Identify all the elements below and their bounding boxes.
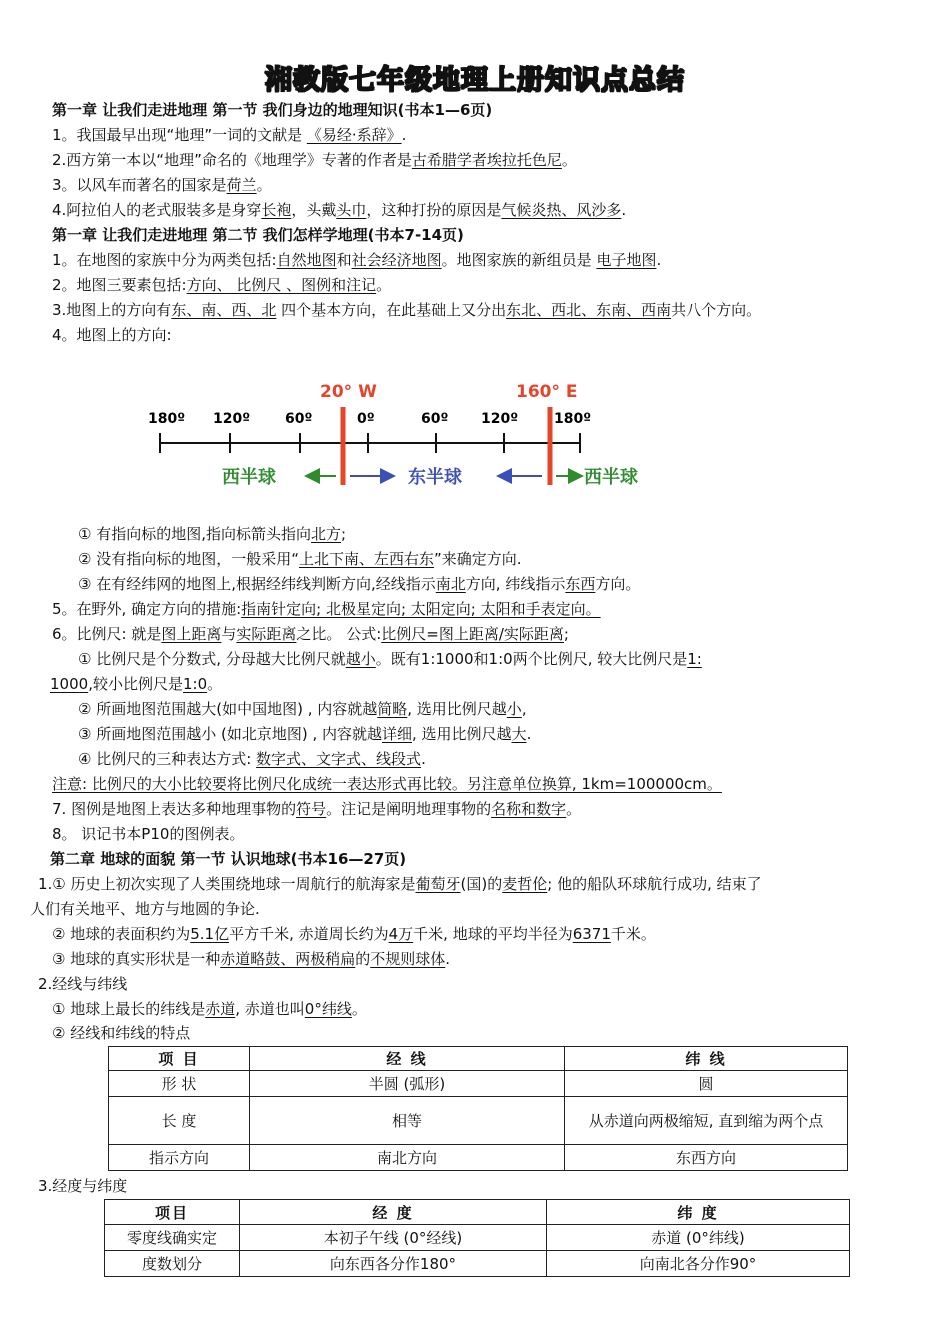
table-row bbox=[105, 1251, 850, 1277]
earth-fact-1-cont: 人们有关地平、地方与地圆的争论. bbox=[30, 900, 260, 918]
degree-heading: 3.经度与纬度 bbox=[38, 1177, 128, 1195]
eastern-hemisphere: 东半球 bbox=[408, 467, 462, 488]
chapter1-section1-heading: 第一章 让我们走进地理 第一节 我们身边的地理知识(书本1—6页) bbox=[52, 101, 493, 119]
item-2-3: 3.地图上的方向有东、南、西、北 四个基本方向，在此基础上又分出东北、西北、东南、西南共八个方向。 bbox=[52, 301, 762, 319]
item-1-1: 1。我国最早出现“地理”一词的文献是 《易经·系辞》. bbox=[52, 126, 407, 144]
scale-rule-3: ③ 所画地图范围越小 (如北京地图) , 内容就越详细, 选用比例尺越大. bbox=[78, 725, 532, 743]
table-header: 项 目 bbox=[109, 1047, 250, 1071]
table-header: 项目 bbox=[105, 1200, 240, 1225]
table-header: 经 线 bbox=[250, 1047, 565, 1071]
table-cell: 长 度 bbox=[109, 1097, 250, 1145]
lines-fact-2: ② 经线和纬线的特点 bbox=[52, 1024, 191, 1042]
direction-rule-3: ③ 在有经纬网的地图上,根据经纬线判断方向,经线指示南北方向, 纬线指示东西方向。 bbox=[78, 575, 641, 593]
table-cell: 从赤道向两极缩短, 直到缩为两个点 bbox=[565, 1097, 848, 1145]
item-2-2: 2。地图三要素包括:方向、 比例尺 、图例和注记。 bbox=[52, 276, 392, 294]
item-2-6: 6。比例尺: 就是图上距离与实际距离之比。 公式:比例尺=图上距离/实际距离; bbox=[52, 625, 569, 643]
hemisphere-diagram bbox=[140, 375, 640, 495]
longitude-latitude-table bbox=[104, 1199, 850, 1277]
label-20w: 20° W bbox=[320, 382, 377, 402]
item-2-5: 5。在野外, 确定方向的措施:指南针定向; 北极星定向; 太阳定向; 太阳和手表定向。 bbox=[52, 600, 601, 618]
chapter2-section1-heading: 第二章 地球的面貌 第一节 认识地球(书本16—27页) bbox=[50, 850, 407, 868]
scale-rule-2: ② 所画地图范围越大(如中国地图) , 内容就越简略, 选用比例尺越小, bbox=[78, 700, 527, 718]
table-cell: 向南北各分作90° bbox=[547, 1251, 850, 1277]
table-cell: 向东西各分作180° bbox=[240, 1251, 547, 1277]
table-header-row bbox=[105, 1200, 850, 1225]
western-hemisphere-right: 西半球 bbox=[584, 467, 638, 488]
tick-label: 60º bbox=[285, 411, 313, 427]
table-row bbox=[109, 1071, 848, 1097]
lines-fact-1: ① 地球上最长的纬线是赤道, 赤道也叫0°纬线。 bbox=[52, 1000, 367, 1018]
table-header: 纬 度 bbox=[547, 1200, 850, 1225]
scale-rule-1-cont: 1000,较小比例尺是1:0。 bbox=[50, 675, 223, 693]
table-cell: 指示方向 bbox=[109, 1145, 250, 1171]
table-cell: 半圆 (弧形) bbox=[250, 1071, 565, 1097]
direction-rule-1: ① 有指向标的地图,指向标箭头指向北方; bbox=[78, 525, 347, 543]
table-cell: 圆 bbox=[565, 1071, 848, 1097]
scale-note: 注意: 比例尺的大小比较要将比例尺化成统一表达形式再比较。另注意单位换算, 1km=100000cm。 bbox=[52, 775, 722, 793]
table-header: 纬 线 bbox=[565, 1047, 848, 1071]
label-160e: 160° E bbox=[516, 382, 578, 402]
table-cell: 赤道 (0°纬线) bbox=[547, 1225, 850, 1251]
western-hemisphere-left: 西半球 bbox=[222, 467, 276, 488]
tick-label: 180º bbox=[148, 411, 186, 427]
table-row bbox=[109, 1097, 848, 1145]
table-header: 经 度 bbox=[240, 1200, 547, 1225]
table-cell: 东西方向 bbox=[565, 1145, 848, 1171]
scale-rule-4: ④ 比例尺的三种表达方式: 数字式、文字式、线段式. bbox=[78, 750, 426, 768]
item-2-1: 1。在地图的家族中分为两类包括:自然地图和社会经济地图。地图家族的新组员是 电子地图. bbox=[52, 251, 662, 269]
table-cell: 本初子午线 (0°经线) bbox=[240, 1225, 547, 1251]
tick-label: 120º bbox=[213, 411, 251, 427]
earth-fact-2: ② 地球的表面积约为5.1亿平方千米, 赤道周长约为4万千米, 地球的平均半径为6371千米。 bbox=[52, 925, 656, 943]
meridian-parallel-table bbox=[108, 1046, 848, 1171]
table-cell: 度数划分 bbox=[105, 1251, 240, 1277]
table-cell: 南北方向 bbox=[250, 1145, 565, 1171]
direction-rule-2: ② 没有指向标的地图，一般采用“上北下南、左西右东”来确定方向. bbox=[78, 550, 522, 568]
lines-heading: 2.经线与纬线 bbox=[38, 975, 128, 993]
document-title: 湘教版七年级地理上册知识点总结 bbox=[265, 65, 685, 96]
earth-fact-1: 1.① 历史上初次实现了人类围绕地球一周航行的航海家是葡萄牙(国)的麦哲伦; 他的船队环球航行成功, 结束了 bbox=[38, 875, 762, 893]
item-1-2: 2.西方第一本以“地理”命名的《地理学》专著的作者是古希腊学者埃拉托色尼。 bbox=[52, 151, 577, 169]
table-header-row bbox=[109, 1047, 848, 1071]
item-2-7: 7. 图例是地图上表达多种地理事物的符号。注记是阐明地理事物的名称和数字。 bbox=[52, 800, 582, 818]
table-row bbox=[109, 1145, 848, 1171]
item-1-3: 3。以风车而著名的国家是荷兰。 bbox=[52, 176, 272, 194]
tick-label: 180º bbox=[554, 411, 592, 427]
tick-label: 0º bbox=[357, 411, 375, 427]
item-1-4: 4.阿拉伯人的老式服装多是身穿长袍，头戴头巾，这种打扮的原因是气候炎热、风沙多. bbox=[52, 201, 627, 219]
table-row bbox=[105, 1225, 850, 1251]
earth-fact-3: ③ 地球的真实形状是一种赤道略鼓、两极稍扁的不规则球体. bbox=[52, 950, 451, 968]
tick-label: 120º bbox=[481, 411, 519, 427]
item-2-8: 8。 识记书本P10的图例表。 bbox=[52, 825, 245, 843]
item-2-4: 4。地图上的方向: bbox=[52, 326, 172, 344]
tick-label: 60º bbox=[421, 411, 449, 427]
table-cell: 相等 bbox=[250, 1097, 565, 1145]
table-cell: 零度线确实定 bbox=[105, 1225, 240, 1251]
scale-rule-1: ① 比例尺是个分数式, 分母越大比例尺就越小。既有1:1000和1:0两个比例尺, 较大比例尺是1: bbox=[78, 650, 702, 668]
chapter1-section2-heading: 第一章 让我们走进地理 第二节 我们怎样学地理(书本7-14页) bbox=[52, 226, 464, 244]
table-cell: 形 状 bbox=[109, 1071, 250, 1097]
